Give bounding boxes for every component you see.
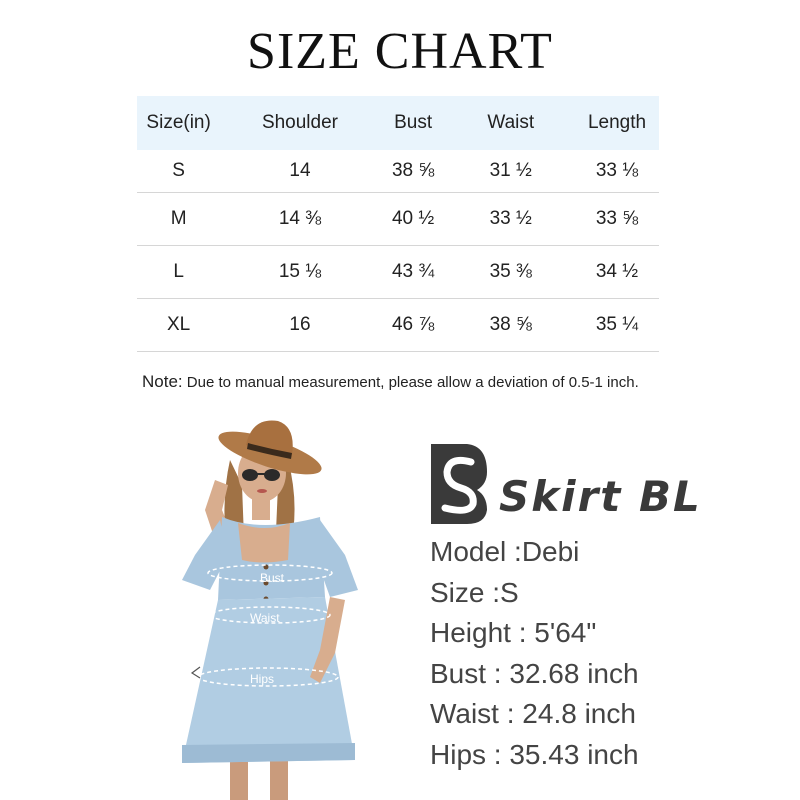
cell-size: M [137,193,220,246]
model-bust: Bust : 32.68 inch [430,657,639,689]
model-photo [170,415,375,800]
cell-shoulder: 16 [220,299,379,352]
note-label: Note: [142,372,183,391]
size-table [137,96,659,352]
model-name: Model :Debi [430,536,580,567]
cell-bust: 46 ⅞ [380,299,447,352]
header-size: Size(in) [137,96,220,150]
cell-waist: 31 ½ [447,150,576,193]
header-bust: Bust [380,96,447,150]
model-size: Size :S [430,576,519,608]
cell-size: L [137,246,220,299]
model-waist: Waist : 24.8 inch [430,698,636,729]
cell-bust: 38 ⅝ [380,150,447,193]
measurement-note [142,372,639,392]
cell-length: 35 ¼ [575,299,659,352]
header-shoulder: Shoulder [220,96,379,150]
cell-length: 34 ½ [575,246,659,299]
cell-waist: 35 ⅜ [447,246,576,299]
note-text: Due to manual measurement, please allow a deviation of 0.5-1 inch. [182,374,639,391]
waist-label: Waist [250,611,280,625]
cell-waist: 38 ⅝ [447,299,576,352]
brand-logo [429,442,800,526]
cell-bust: 43 ¾ [380,246,447,299]
bust-label: Bust [260,571,285,585]
cell-size: XL [137,299,220,352]
table-row [137,246,659,299]
hips-label: Hips [250,672,275,686]
table-row [137,299,659,352]
model-info [430,532,639,775]
cell-length: 33 ⅛ [575,150,659,193]
brand-name: Skirt BL [499,472,702,521]
header-length: Length [575,96,659,150]
cell-length: 33 ⅝ [575,193,659,246]
table-row [137,150,659,193]
cell-bust: 40 ½ [380,193,447,246]
cell-shoulder: 14 [220,150,379,193]
cell-size: S [137,150,220,193]
cell-shoulder: 14 ⅜ [220,193,379,246]
size-chart-title: SIZE CHART [247,23,553,80]
model-height: Height : 5'64" [430,617,597,648]
table-header-row [137,96,659,150]
brand-s-icon [429,442,489,526]
cell-shoulder: 15 ⅛ [220,246,379,299]
header-waist: Waist [447,96,576,150]
cell-waist: 33 ½ [447,193,576,246]
table-row [137,193,659,246]
model-hips: Hips : 35.43 inch [430,738,639,770]
